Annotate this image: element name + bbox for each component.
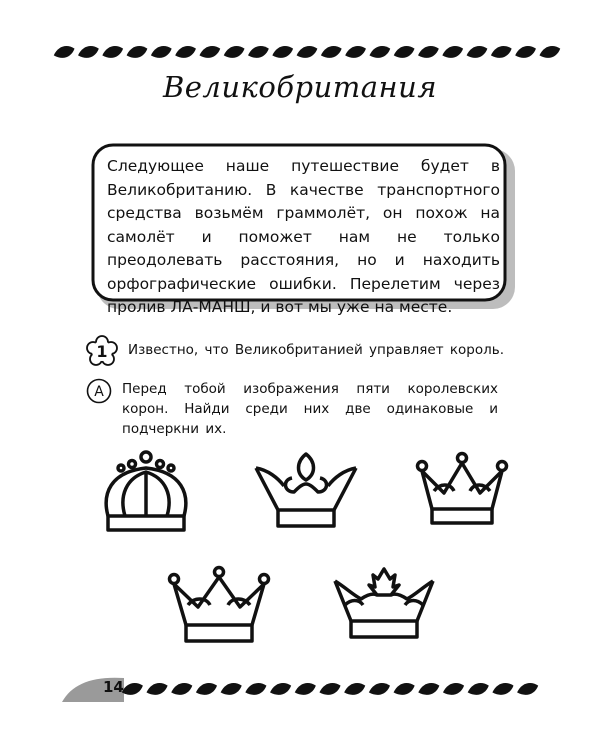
leaf-icon <box>268 680 293 698</box>
leaf-icon <box>198 43 222 60</box>
leaf-icon <box>465 43 489 60</box>
leaf-icon <box>145 680 170 698</box>
leaf-icon <box>293 680 318 698</box>
leaf-icon <box>491 680 516 698</box>
leaf-icon <box>169 680 194 698</box>
leaf-icon <box>515 680 540 698</box>
leaf-icon <box>219 680 244 698</box>
leaf-icon <box>101 43 125 60</box>
leaf-icon <box>466 680 491 698</box>
leaf-icon <box>489 43 513 60</box>
leaf-icon <box>318 680 343 698</box>
intro-box <box>91 143 516 316</box>
leaf-icon <box>194 680 219 698</box>
bottom-leaf-ornament <box>120 679 540 699</box>
leaf-icon <box>368 43 392 60</box>
leaf-icon <box>538 43 562 60</box>
page-title: Великобритания <box>162 70 438 104</box>
task-a <box>86 378 498 439</box>
leaf-icon <box>244 680 269 698</box>
flower-badge-icon <box>86 335 118 367</box>
leaf-icon <box>367 680 392 698</box>
top-leaf-ornament <box>52 42 562 62</box>
task-1-text: Известно, что Великобританией управляет король. <box>128 342 504 358</box>
leaf-icon <box>513 43 537 60</box>
leaf-icon <box>441 43 465 60</box>
page-number: 14 <box>103 678 124 696</box>
crown-flame-icon <box>331 565 437 645</box>
leaf-icon <box>295 43 319 60</box>
leaf-icon <box>125 43 149 60</box>
leaf-icon <box>246 43 270 60</box>
leaf-icon <box>417 680 442 698</box>
leaf-icon <box>173 43 197 60</box>
leaf-icon <box>222 43 246 60</box>
leaf-icon <box>392 43 416 60</box>
leaf-icon <box>342 680 367 698</box>
task-letter: А <box>94 384 104 400</box>
leaf-icon <box>149 43 173 60</box>
crown-fleur-icon <box>252 448 360 532</box>
leaf-icon <box>271 43 295 60</box>
leaf-icon <box>441 680 466 698</box>
task-1 <box>86 335 504 367</box>
task-number: 1 <box>96 342 108 361</box>
leaf-icon <box>343 43 367 60</box>
leaf-icon <box>120 680 145 698</box>
leaf-icon <box>392 680 417 698</box>
leaf-icon <box>416 43 440 60</box>
crown-pointed-icon <box>166 565 272 649</box>
crown-pointed-icon <box>412 451 512 531</box>
crown-dome-icon <box>98 448 194 536</box>
leaf-icon <box>76 43 100 60</box>
letter-badge-icon <box>86 378 112 404</box>
leaf-icon <box>319 43 343 60</box>
intro-text: Следующее наше путешествие будет в Великобританию. В качестве транспортного средства возьмём граммолёт, он похож на самолёт и поможет нам не только преодолевать расстояния, но и находить орфографические ошибки. Перелетим через пролив ЛА-МАНШ, и вот мы уже на месте. <box>107 157 500 316</box>
leaf-icon <box>52 43 76 60</box>
task-a-text: Перед тобой изображения пяти королевских корон. Найди среди них две одинаковые и подчеркни их. <box>122 381 498 437</box>
